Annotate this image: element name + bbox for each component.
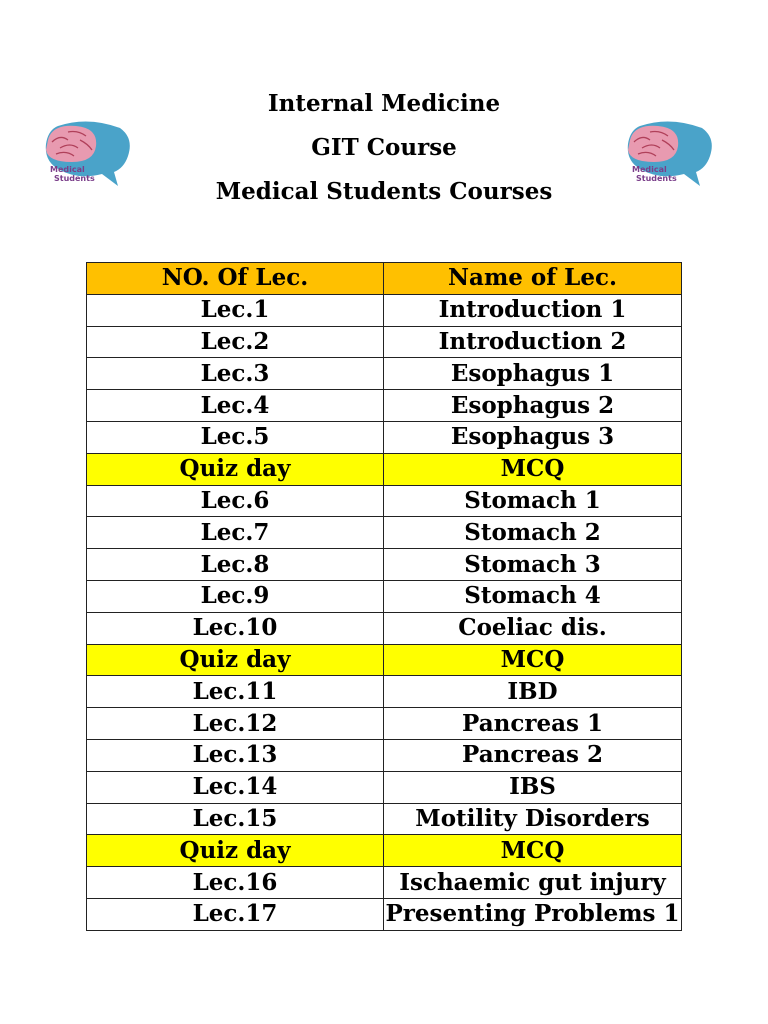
lecture-schedule-table — [86, 262, 682, 931]
logo-text-line2: Students — [636, 174, 677, 183]
lecture-number-cell: Lec.15 — [87, 803, 384, 835]
lecture-number-cell: Lec.16 — [87, 867, 384, 899]
lecture-name-cell: Coeliac dis. — [384, 612, 682, 644]
lecture-rows — [87, 294, 682, 930]
table-header-row — [87, 263, 682, 295]
table-row — [87, 580, 682, 612]
lecture-number-cell: Lec.4 — [87, 390, 384, 422]
title-line-2: GIT Course — [311, 134, 457, 161]
lecture-name-cell: MCQ — [384, 835, 682, 867]
lecture-number-cell: Lec.1 — [87, 294, 384, 326]
lecture-name-cell: Pancreas 2 — [384, 739, 682, 771]
lecture-name-cell: IBD — [384, 676, 682, 708]
table-row — [87, 612, 682, 644]
lecture-name-cell: Stomach 1 — [384, 485, 682, 517]
lecture-number-cell: Quiz day — [87, 835, 384, 867]
title-line-3: Medical Students Courses — [215, 178, 553, 205]
lecture-number-cell: Lec.9 — [87, 580, 384, 612]
table-row — [87, 771, 682, 803]
lecture-number-cell: Lec.5 — [87, 421, 384, 453]
lecture-number-cell: Lec.11 — [87, 676, 384, 708]
lecture-number-cell: Lec.14 — [87, 771, 384, 803]
quiz-row — [87, 453, 682, 485]
lecture-name-cell: Stomach 4 — [384, 580, 682, 612]
lecture-name-cell: Introduction 1 — [384, 294, 682, 326]
lecture-number-cell: Quiz day — [87, 644, 384, 676]
lecture-name-cell: MCQ — [384, 453, 682, 485]
quiz-row — [87, 644, 682, 676]
table-row — [87, 708, 682, 740]
lecture-number-cell: Lec.8 — [87, 549, 384, 581]
lecture-name-cell: Esophagus 1 — [384, 358, 682, 390]
lecture-name-cell: Pancreas 1 — [384, 708, 682, 740]
lecture-number-cell: Lec.2 — [87, 326, 384, 358]
table-row — [87, 390, 682, 422]
table-row — [87, 326, 682, 358]
column-header-lecture-name: Name of Lec. — [384, 263, 682, 295]
logo-text-line1: Medical — [50, 165, 85, 174]
table-row — [87, 803, 682, 835]
lecture-name-cell: Introduction 2 — [384, 326, 682, 358]
table-row — [87, 739, 682, 771]
logo-text-line1: Medical — [632, 165, 667, 174]
lecture-name-cell: Esophagus 3 — [384, 421, 682, 453]
lecture-name-cell: Stomach 3 — [384, 549, 682, 581]
lecture-name-cell: MCQ — [384, 644, 682, 676]
lecture-number-cell: Lec.13 — [87, 739, 384, 771]
lecture-name-cell: Esophagus 2 — [384, 390, 682, 422]
medical-students-logo-left — [38, 118, 134, 190]
quiz-row — [87, 835, 682, 867]
lecture-number-cell: Lec.17 — [87, 898, 384, 930]
medical-students-logo-right — [620, 118, 716, 190]
table-row — [87, 676, 682, 708]
lecture-name-cell: Ischaemic gut injury — [384, 867, 682, 899]
table-row — [87, 867, 682, 899]
lecture-name-cell: IBS — [384, 771, 682, 803]
logo-text-line2: Students — [54, 174, 95, 183]
lecture-number-cell: Lec.3 — [87, 358, 384, 390]
lecture-number-cell: Quiz day — [87, 453, 384, 485]
table-row — [87, 549, 682, 581]
column-header-lecture-number: NO. Of Lec. — [87, 263, 384, 295]
table-row — [87, 294, 682, 326]
table-row — [87, 485, 682, 517]
title-line-1: Internal Medicine — [267, 90, 501, 117]
table-row — [87, 421, 682, 453]
lecture-name-cell: Motility Disorders — [384, 803, 682, 835]
lecture-number-cell: Lec.6 — [87, 485, 384, 517]
lecture-number-cell: Lec.12 — [87, 708, 384, 740]
lecture-name-cell: Stomach 2 — [384, 517, 682, 549]
lecture-name-cell: Presenting Problems 1 — [384, 898, 682, 930]
lecture-number-cell: Lec.7 — [87, 517, 384, 549]
table-row — [87, 358, 682, 390]
lecture-number-cell: Lec.10 — [87, 612, 384, 644]
table-row — [87, 898, 682, 930]
table-row — [87, 517, 682, 549]
